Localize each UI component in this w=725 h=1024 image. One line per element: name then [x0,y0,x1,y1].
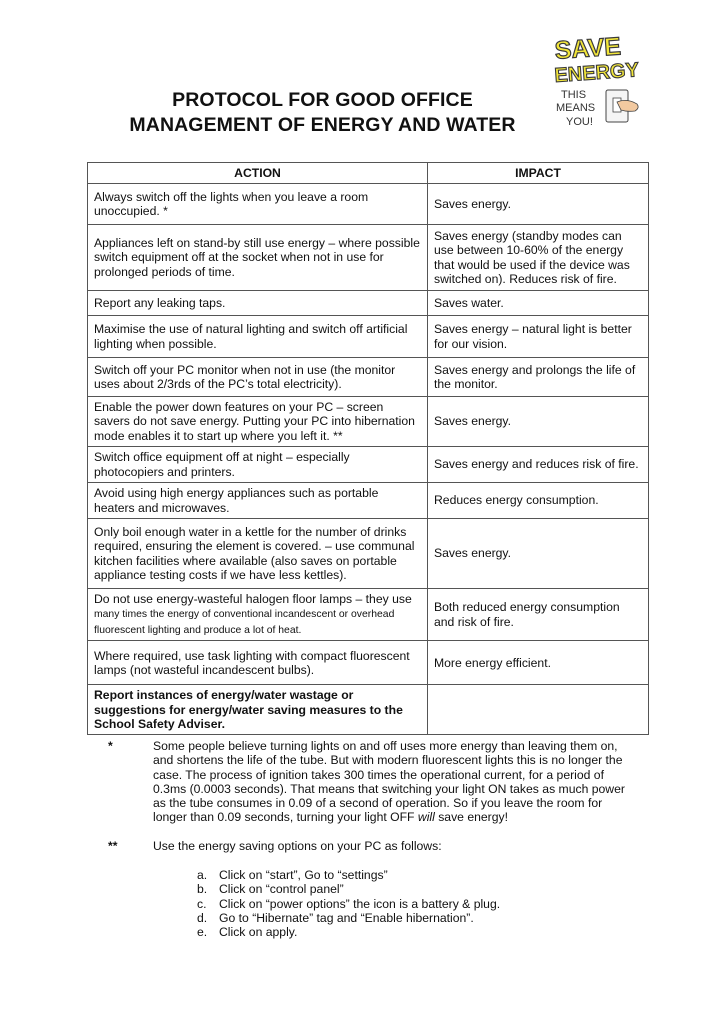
footnote-double-star [108,839,638,940]
step-letter: c. [197,896,207,911]
table-row [88,316,649,358]
footnote-marker: * [108,739,113,753]
page-title [95,88,550,138]
action-cell: Report instances of energy/water wastage or suggestions for energy/water saving measures to the School Safety Adviser. [88,685,428,735]
action-cell: Report any leaking taps. [88,291,428,316]
impact-cell: Saves water. [428,291,649,316]
footnote-text-end: save energy! [434,810,508,825]
table-row [88,184,649,225]
action-cell: Where required, use task lighting with compact fluorescent lamps (not wasteful incandescent bulbs). [88,641,428,685]
title-line-1: PROTOCOL FOR GOOD OFFICE [172,89,473,111]
action-cell: Switch office equipment off at night – especially photocopiers and printers. [88,447,428,483]
table-row [88,447,649,483]
footnotes [108,739,638,954]
table-row [88,225,649,291]
action-cell: Enable the power down features on your PC – screen savers do not save energy. Putting your PC into hibernation mode enables it to start up where you left it. ** [88,397,428,447]
table-row [88,641,649,685]
list-item [197,868,638,882]
step-letter: a. [197,868,208,883]
footnote-text: Use the energy saving options on your PC as follows: [153,838,442,853]
table-row [88,291,649,316]
logo-this-text: THIS [561,89,587,101]
action-cell: Avoid using high energy appliances such as portable heaters and microwaves. [88,483,428,519]
action-cell: Maximise the use of natural lighting and switch off artificial lighting when possible. [88,316,428,358]
protocol-table [87,162,649,735]
table-row [88,483,649,519]
title-line-2: MANAGEMENT OF ENERGY AND WATER [129,114,516,136]
step-text: Click on apply. [219,925,298,940]
impact-cell: More energy efficient. [428,641,649,685]
table-row [88,358,649,397]
action-cell: Appliances left on stand-by still use energy – where possible switch equipment off at the socket when not in use for prolonged periods of time. [88,225,428,291]
step-letter: e. [197,925,208,940]
action-cell [88,589,428,641]
action-cell: Only boil enough water in a kettle for the number of drinks required, ensuring the element is covered. – use communal kitchen facilities where available (also saves on portable appliance testing costs if we have less kettles). [88,519,428,589]
impact-cell: Saves energy. [428,184,649,225]
impact-cell: Saves energy. [428,397,649,447]
step-letter: d. [197,910,208,925]
impact-cell: Reduces energy consumption. [428,483,649,519]
step-letter: b. [197,882,208,897]
light-switch-icon [606,90,638,122]
step-text: Go to “Hibernate” tag and “Enable hibernation”. [219,910,474,925]
logo-means-text: MEANS [556,102,596,114]
footnote-single-star [108,739,638,825]
logo-save-text: SAVE [553,32,622,65]
action-cell: Switch off your PC monitor when not in use (the monitor uses about 2/3rds of the PC’s total electricity). [88,358,428,397]
step-text: Click on “power options” the icon is a battery & plug. [219,896,501,911]
action-rest-text: many times the energy of conventional incandescent or overhead fluorescent lighting and produce a lot of heat. [94,609,395,636]
impact-cell [428,685,649,735]
pc-settings-steps [153,868,638,939]
table-row [88,397,649,447]
table-header-row [88,163,649,184]
header-impact: IMPACT [428,163,649,184]
table-row [88,519,649,589]
table-row [88,685,649,735]
action-lead-text: Do not use energy-wasteful halogen floor lamps – they use [94,592,412,606]
impact-cell: Saves energy – natural light is better for our vision. [428,316,649,358]
list-item [197,897,638,911]
list-item [197,911,638,925]
impact-cell: Saves energy. [428,519,649,589]
logo-you-text: YOU! [566,116,593,128]
footnote-emphasis: will [417,810,435,825]
action-cell: Always switch off the lights when you leave a room unoccupied. * [88,184,428,225]
header-action: ACTION [88,163,428,184]
footnote-marker: ** [108,838,118,853]
list-item [197,882,638,896]
footnote-text: Some people believe turning lights on and off uses more energy than leaving them on, and shortens the life of the tube. But with modern fluorescent lights this is no longer the case. The process of ignition takes 300 times the operational current, for a period of 0.3ms (0.0003 seconds). That means that switching your light ON takes as much power as the tube consumes in 0.09 of a second of operation. So if you leave the room for longer than 0.09 seconds, turning your light OFF [153,739,625,825]
save-energy-logo [551,32,643,132]
list-item [197,925,638,939]
impact-cell: Saves energy and prolongs the life of the monitor. [428,358,649,397]
table-row [88,589,649,641]
impact-cell: Saves energy (standby modes can use between 10-60% of the energy that would be used if the device was switched on). Reduces risk of fire. [428,225,649,291]
impact-cell: Both reduced energy consumption and risk of fire. [428,589,649,641]
step-text: Click on “start”, Go to “settings” [219,868,388,883]
logo-energy-text: ENERGY [553,59,640,87]
impact-cell: Saves energy and reduces risk of fire. [428,447,649,483]
step-text: Click on “control panel” [219,882,344,897]
